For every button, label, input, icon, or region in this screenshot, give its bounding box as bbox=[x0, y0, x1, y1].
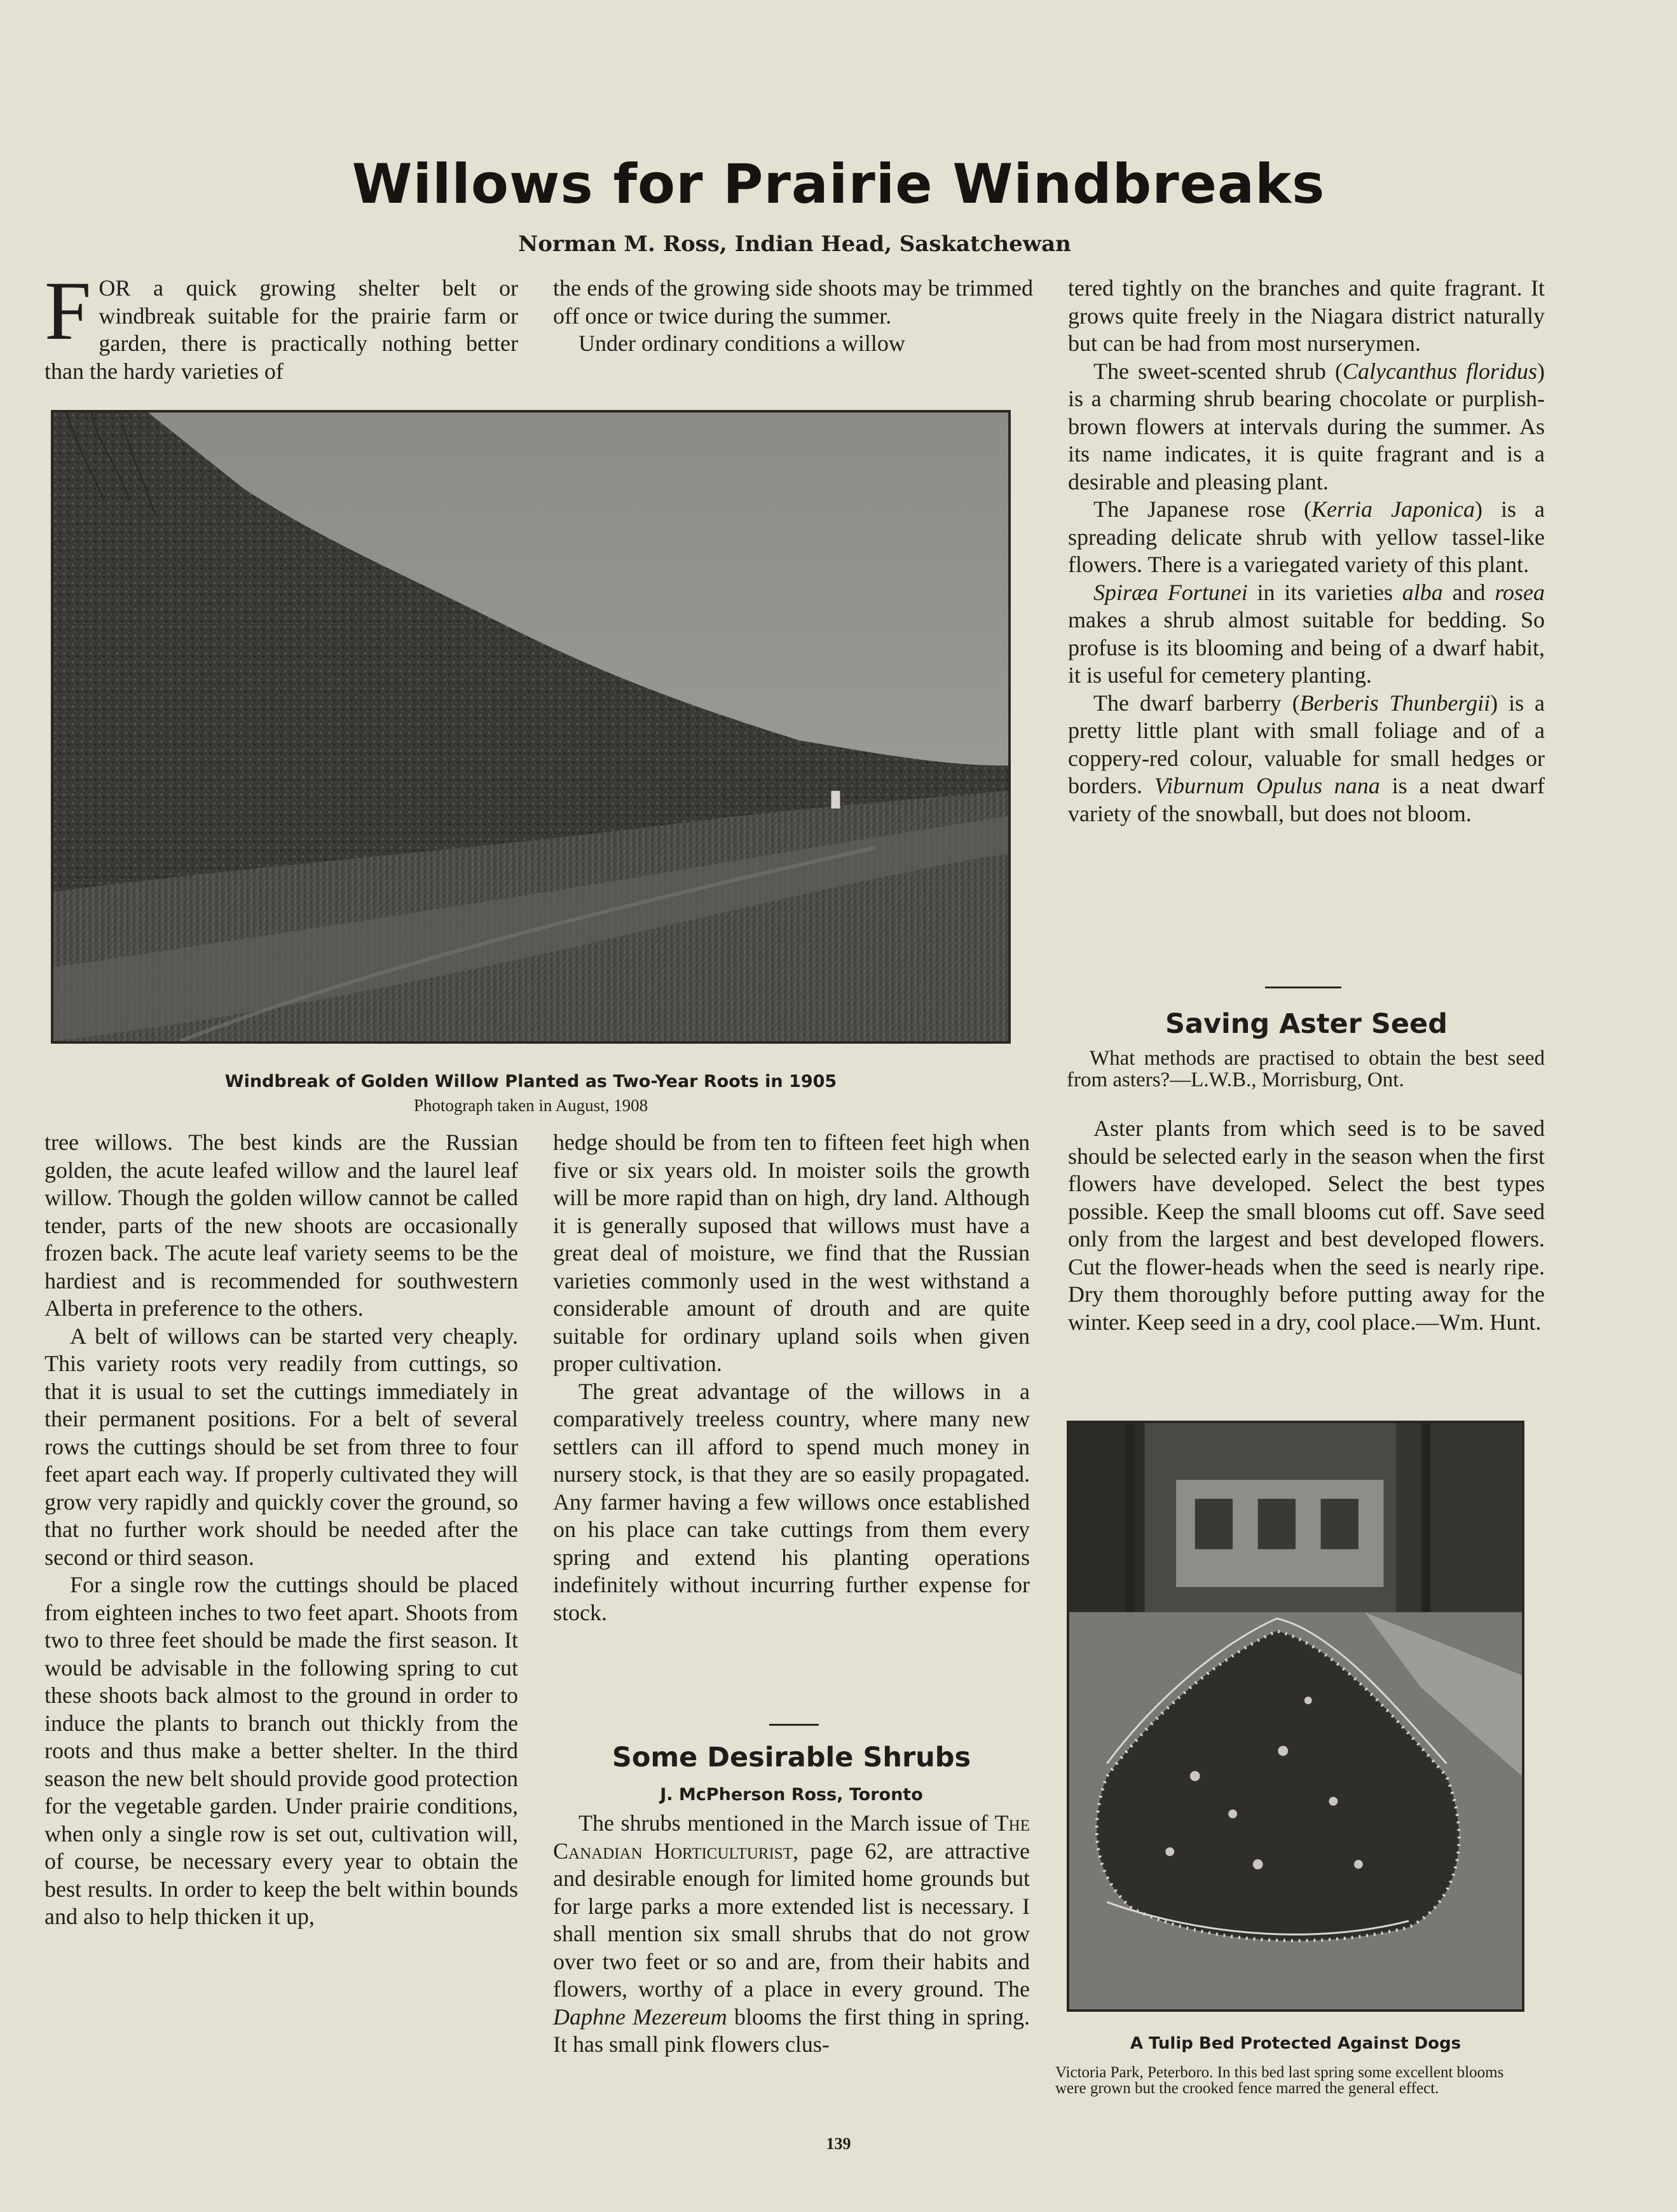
article-column-1 bbox=[44, 1129, 518, 1931]
intro-column-1 bbox=[44, 264, 518, 385]
windbreak-photo bbox=[51, 410, 1011, 1044]
article-byline: Norman M. Ross, Indian Head, Saskatchewan bbox=[518, 231, 1071, 257]
article-column-2 bbox=[553, 1129, 1030, 1627]
intro-column-2 bbox=[553, 275, 1033, 358]
barberry-paragraph: The dwarf barberry (Berberis Thunbergii) is a pretty little plant with small foliage and of a coppery-red colour, valuable for small hedges or borders. Viburnum Opulus nana is a neat dwarf variety of the snowball, but does not bloom. bbox=[1068, 690, 1545, 826]
aster-question-text: What methods are practised to obtain the best seed from asters?—L.W.B., Morrisburg, Ont. bbox=[1067, 1047, 1545, 1091]
willow-kinds-paragraph: tree willows. The best kinds are the Russian golden, the acute leafed willow and the laurel leaf willow. Though the golden willow cannot be called tender, parts of the new shoots are occasionally frozen back. The acute leaf variety seems to be the hardiest and is recommended for southwestern Alberta in preference to the others. bbox=[44, 1130, 518, 1321]
willow-paragraph-start: Under ordinary conditions a willow bbox=[578, 331, 905, 356]
windbreak-photo-caption: Windbreak of Golden Willow Planted as Two-Year Roots in 1905 bbox=[224, 1072, 837, 1091]
intro-paragraph bbox=[44, 264, 518, 385]
belt-paragraph: A belt of willows can be started very cheaply. This variety roots very readily from cuttings, so that it is usual to set the cuttings immediately in their permanent positions. For a belt of several rows the cuttings should be set from three to four feet apart each way. If properly cultivated they will grow very rapidly and quickly cover the ground, so that no further work should be needed after the second or third season. bbox=[44, 1323, 518, 1570]
section-divider bbox=[769, 1724, 819, 1726]
shrubs-column-3 bbox=[1068, 275, 1545, 828]
tulip-photo-subcaption: Victoria Park, Peterboro. In this bed last spring some excellent blooms were grown but the crooked fence marred the general effect. bbox=[1055, 2064, 1504, 2097]
tulip-bed-photo bbox=[1067, 1421, 1524, 2012]
daphne-paragraph: tered tightly on the branches and quite fragrant. It grows quite freely in the Niagara district naturally but can be had from most nurserymen. bbox=[1068, 275, 1545, 356]
single-row-paragraph: For a single row the cuttings should be placed from eighteen inches to two feet apart. Shoots from two to three feet should be made the first season. It would be advisable in the following spring to cut these shoots back almost to the ground in order to induce the plants to branch out thickly from the roots and thus make a better shelter. In the third season the new belt should provide good protection for the vegetable garden. Under prairie conditions, when only a single row is set out, cultivation will, of course, be necessary every year to obtain the best results. In order to keep the belt within bounds and also to help thicken it up, bbox=[44, 1572, 518, 1929]
shrubs-intro-paragraph: The shrubs mentioned in the March issue of The Canadian Horticulturist, page 62, are attractive and desirable enough for limited home grounds but for large parks a more extended list is necessary. I shall mention six small shrubs that do not grow over two feet or so and are, from their habits and flowers, worthy of a place in every ground. The Daphne Mezereum blooms the first thing in spring. It has small pink flowers clus- bbox=[553, 1810, 1030, 2057]
kerria-paragraph: The Japanese rose (Kerria Japonica) is a spreading delicate shrub with yellow tassel-like flowers. There is a variegated variety of this plant. bbox=[1068, 496, 1545, 577]
hedge-paragraph: hedge should be from ten to fifteen feet high when five or six years old. In moister soils the growth will be more rapid than on high, dry land. Although it is generally suposed that willows must have a great deal of moisture, we find that the Russian varieties commonly used in the west withstand a considerable amount of drouth and are quite suitable for ordinary upland soils when given proper cultivation. bbox=[553, 1130, 1030, 1376]
drop-cap: F bbox=[44, 264, 92, 357]
article-title: Willows for Prairie Windbreaks bbox=[352, 153, 1325, 216]
shrubs-byline: J. McPherson Ross, Toronto bbox=[660, 1785, 923, 1805]
aster-heading: Saving Aster Seed bbox=[1165, 1008, 1448, 1040]
shrubs-heading: Some Desirable Shrubs bbox=[612, 1742, 971, 1773]
trim-paragraph: the ends of the growing side shoots may be trimmed off once or twice during the summer. bbox=[553, 275, 1033, 329]
tulip-photo-caption: A Tulip Bed Protected Against Dogs bbox=[1130, 2034, 1461, 2053]
spiraea-paragraph: Spiræa Fortunei in its varieties alba and rosea makes a shrub almost suitable for bedding. So profuse is its blooming and being of a dwarf habit, it is useful for cemetery planting. bbox=[1068, 579, 1545, 688]
advantage-paragraph: The great advantage of the willows in a comparatively treeless country, where many new settlers can ill afford to spend much money in nursery stock, is that they are so easily propagated. Any farmer having a few willows once established on his place can take cuttings from them every spring and extend his planting operations indefinitely without incurring further expense for stock. bbox=[553, 1378, 1030, 1625]
aster-question bbox=[1067, 1048, 1545, 1091]
aster-divider bbox=[1265, 987, 1341, 988]
aster-answer: Aster plants from which seed is to be saved should be selected early in the season when the first flowers have developed. Select the best types possible. Keep the small blooms cut off. Save seed only from the largest and best developed flowers. Cut the flower-heads when the seed is nearly ripe. Dry them thoroughly before putting away for the winter. Keep seed in a dry, cool place.—Wm. Hunt. bbox=[1068, 1116, 1545, 1335]
shrubs-column-2 bbox=[553, 1810, 1030, 2059]
windbreak-photo-subcaption: Photograph taken in August, 1908 bbox=[413, 1096, 648, 1115]
intro-text: OR a quick growing shelter belt or windbreak suitable for the prairie farm or garden, there is practically nothing better than the hardy varieties of bbox=[44, 275, 518, 384]
page-number: 139 bbox=[826, 2134, 851, 2153]
aster-answer-column bbox=[1068, 1115, 1545, 1336]
calycanthus-paragraph: The sweet-scented shrub (Calycanthus floridus) is a charming shrub bearing chocolate or purplish-brown flowers at intervals during the summer. As its name indicates, it is quite fragrant and is a desirable and pleasing plant. bbox=[1068, 358, 1545, 495]
